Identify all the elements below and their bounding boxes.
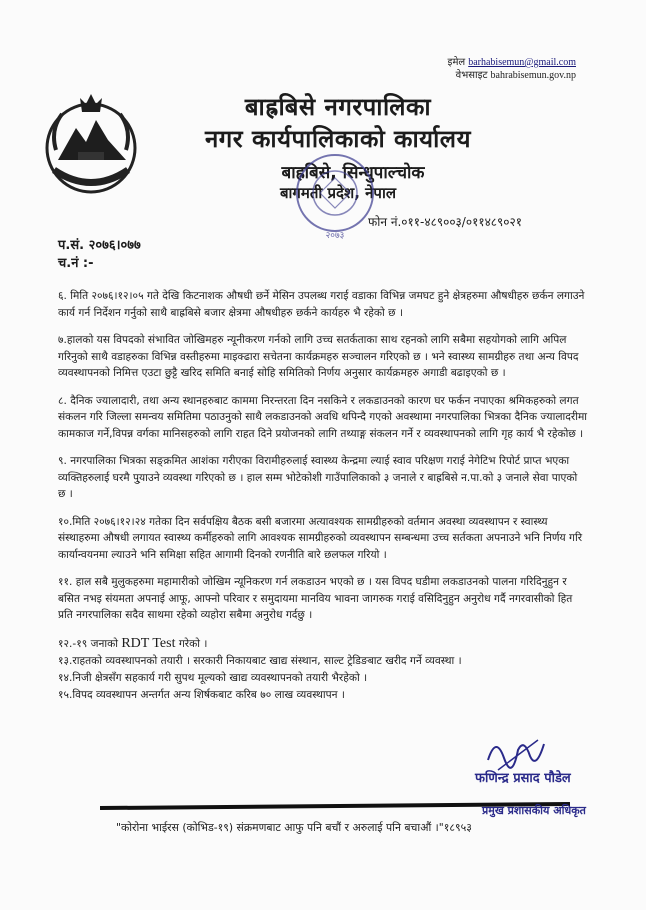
letter-body — [58, 288, 588, 704]
municipality-name: बाह्रबिसे नगरपालिका — [244, 93, 432, 121]
phone-number: फोन नं.०११-४८९००३/०११४८९०२१ — [368, 215, 523, 229]
website-line — [448, 69, 576, 82]
list-item-12-suffix: गरेको । — [178, 637, 208, 650]
letter-number: प.सं. २०७६।०७७ — [58, 238, 141, 253]
email-link[interactable]: barhabisemun@gmail.com — [468, 57, 576, 68]
list-item: १५.विपद व्यवस्थापन अन्तर्गत अन्य शिर्षकबाट करिब ७० लाख व्यवस्थापन । — [58, 688, 345, 701]
email-label: इमेल — [447, 57, 466, 68]
stamp-year: २०७३ — [325, 231, 345, 241]
list-item: १४.निजी क्षेत्रसँग सहकार्य गरी सुपथ मूल्यको खाद्य व्यवस्थापनको तयारी भैरहेको । — [58, 671, 368, 684]
website-label: वेभसाइट — [455, 70, 488, 81]
reference-block — [58, 237, 141, 273]
paragraph-9: ९. नगरपालिका भित्रका सङ्क्रमित आशंका गरीएका विरामीहरुलाई स्वास्थ्य केन्द्रमा ल्याई स्वाव परिक्षण गराई नेगेटिभ रिपोर्ट प्राप्त भएका व्यक्तिहरुलाई घरमै पु्याउने व्यवस्था गरिएको छ । हाल सम्म भोटेकोशी गाउँपालिकाको ३ जनाले र बाह्रबिसे न.पा.को ३ जनाले सेवा पाएको छ । — [58, 455, 578, 500]
paragraph-10: १०.मिति २०७६।१२।२४ गतेका दिन सर्वपक्षिय बैठक बसी बजारमा अत्यावश्यक सामग्रीहरुको वर्तमान अवस्था व्यवस्थापन र स्वास्थ्य संस्थाहरुमा औषधी लगायत स्वास्थ्य कर्मीहरुको लागि आवश्यक सामग्रीहरुको व्यवस्थापन सम्बन्धमा उच्च सर्तकता अपनाउने भनि निर्णय गरि कार्यान्वयनमा ल्याउने भनि समिक्षा सहित आगामी दिनको रणनीति बारे छलफल गरियो । — [58, 515, 583, 561]
rdt-test-label: RDT Test — [121, 635, 176, 651]
list-item: १३.राहतको व्यवस्थापनको तयारी । सरकारी निकायबाट खाद्य संस्थान, साल्ट ट्रेडिङबाट खरीद गर्ने व्यवस्था । — [58, 654, 462, 667]
paragraph-11: ११. हाल सबै मुलुकहरुमा महामारीको जोखिम न्यूनिकरण गर्न लकडाउन भएको छ । यस विपद घडीमा लकडाउनको पालना गरिदिनुहुन र बसित नभइ संयमता अपनाई आफू, आफ्नो परिवार र समुदायमा मानविय भावना जागरुक गराई वसिदिनुहुन अनुरोध गर्दै नगरवासीको हित प्रति नगरपालिका सदैव साथमा रहेको व्यहोरा सबैमा अनुरोध गर्दछु । — [58, 576, 573, 621]
email-line — [448, 56, 576, 69]
paragraph-7: ७.हालको यस विपदको संभावित जोखिमहरु न्यूनीकरण गर्नको लागि उच्च सतर्कताका साथ रहनको लागि सबैमा सहयोगको लागि अपिल गरिनुको साथै वडाहरुका विभिन्न वस्तीहरुमा माइक्ढारा सचेतना कार्यक्रमहरु सञ्चालन गरिएको छ । भने स्वास्थ्य सामग्रीहरु तथा अन्य विपद व्यवस्थापनको निमित्त एउटा छुट्टै खरिद समिति बनाई सोहि समितिको निर्णय अनुसार कार्यक्रमहरु अगाडी बढाइएको छ । — [58, 334, 579, 379]
signatory-role: प्रमुख प्रशासकीय अधिकृत — [482, 804, 586, 817]
paragraph-6: ६. मिति २०७६।१२।०५ गते देखि किटनाशक औषधी छर्ने मेसिन उपलब्ध गराई वडाका विभिन्न जमघट हुने क्षेत्रहरुमा औषधीहरु छर्कन लगाउने कार्य गर्न निर्देशन गर्नुको साथै बाह्रबिसे बजार क्षेत्रमा औषधीहरु छर्कने कार्यहरु भै रहेको छ । — [58, 290, 585, 319]
paragraph-8: ८. दैनिक ज्यालादारी, तथा अन्य स्थानहरुबाट काममा निरन्तरता दिन नसकिने र लकडाउनको कारण घर फर्कन नपाएका श्रमिकहरुको लगत संकलन गरि जिल्ला समन्वय समितिमा पठाउनुको साथै लकडाउनको अवधि थपिन्दै गएको अवस्थामा नगरपालिका भित्रका दैनिक ज्यालादरीमा कामकाज गर्ने,विपन्न वर्गका मानिसहरुको लागि राहत दिने प्रयोजनको लागि तथ्याङ्ग संकलन गर्ने र व्यवस्थापनको लागि गृह कार्य भै रहेकोछ । — [58, 394, 588, 440]
signatory-name: फणिन्द्र प्रसाद पौडेल — [475, 771, 571, 786]
office-name: नगर कार्यपालिकाको कार्यालय — [204, 125, 472, 153]
list-item-12-prefix: १२.-१९ जनाको — [58, 637, 118, 650]
footer-slogan: "कोरोना भाईरस (कोभिड-१९) संक्रमणबाट आफु पनि बचौं र अरुलाई पनि बचाऔं ।"१८९५३ — [116, 821, 472, 834]
office-location: बाह्रबिसे, सिन्धुपाल्चोक — [281, 163, 425, 183]
official-seal-icon — [290, 148, 380, 248]
dispatch-number: च.नं :- — [58, 256, 94, 271]
website-link[interactable]: bahrabisemun.gov.np — [490, 70, 576, 81]
contact-block — [448, 56, 576, 82]
summary-list — [58, 635, 588, 704]
list-item-12 — [58, 635, 588, 653]
office-province: बागमती प्रदेश, नेपाल — [279, 184, 397, 202]
